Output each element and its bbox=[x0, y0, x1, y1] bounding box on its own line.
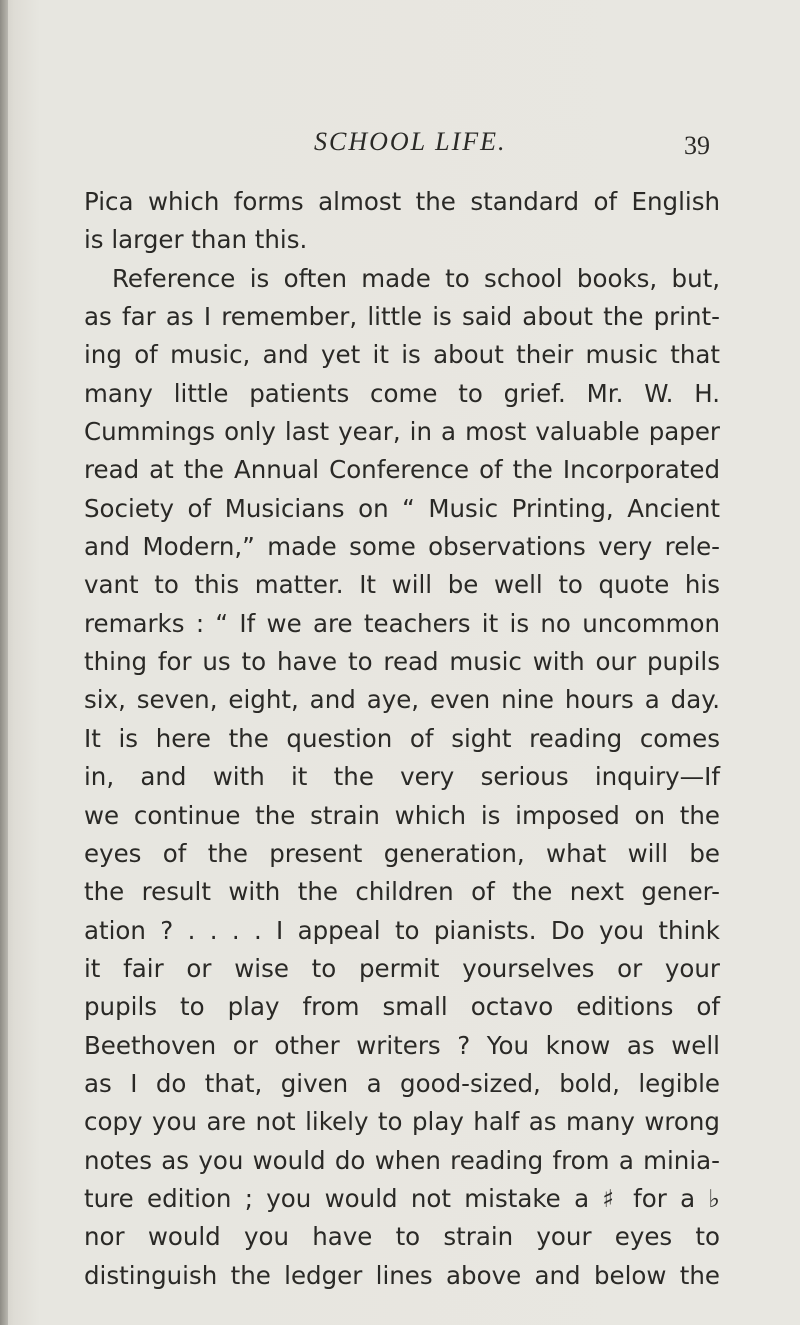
text-line: pupils to play from small octavo editions of bbox=[84, 992, 720, 1022]
text-line: thing for us to have to read music with our pupils bbox=[84, 647, 720, 677]
text-line: as I do that, given a good-sized, bold, legible bbox=[84, 1068, 720, 1098]
text-line: Pica which forms almost the standard of English bbox=[84, 187, 720, 216]
text-line: remarks : “ If we are teachers it is no uncommon bbox=[84, 608, 720, 638]
page-spine-shadow bbox=[0, 0, 8, 1325]
text-line: Beethoven or other writers ? You know as well bbox=[84, 1030, 720, 1060]
text-line: nor would you have to strain your eyes to bbox=[84, 1222, 720, 1252]
text-line: ture edition ; you would not mistake a ♯ for a ♭ bbox=[84, 1183, 720, 1213]
text-line: copy you are not likely to play half as many wrong bbox=[84, 1107, 720, 1137]
text-line: many little patients come to grief. Mr. W. H. bbox=[84, 378, 720, 408]
text-line: Reference is often made to school books, but, bbox=[112, 263, 720, 293]
body-text bbox=[84, 183, 720, 1295]
text-line: ation ? . . . . I appeal to pianists. Do you think bbox=[84, 915, 720, 945]
text-line: six, seven, eight, and aye, even nine hours a day. bbox=[84, 685, 720, 715]
text-line: the result with the children of the next gener- bbox=[84, 877, 720, 907]
text-line: and Modern,” made some observations very rele- bbox=[84, 532, 720, 562]
text-line: in, and with it the very serious inquiry—If bbox=[84, 762, 720, 792]
text-line: It is here the question of sight reading comes bbox=[84, 723, 720, 753]
text-line: we continue the strain which is imposed on the bbox=[84, 800, 720, 830]
text-line: is larger than this. bbox=[84, 225, 308, 255]
text-line: notes as you would do when reading from a minia- bbox=[84, 1145, 720, 1175]
text-line: read at the Annual Conference of the Incorporated bbox=[84, 455, 720, 485]
text-line: eyes of the present generation, what will be bbox=[84, 838, 720, 868]
page-header bbox=[0, 127, 800, 167]
running-head: SCHOOL LIFE. bbox=[314, 127, 507, 156]
text-line: as far as I remember, little is said about the print- bbox=[84, 302, 720, 332]
text-line: ing of music, and yet it is about their music that bbox=[84, 340, 720, 370]
text-line: vant to this matter. It will be well to quote his bbox=[84, 570, 720, 600]
text-line: distinguish the ledger lines above and below the bbox=[84, 1260, 720, 1290]
text-line: Cummings only last year, in a most valuable paper bbox=[84, 417, 720, 447]
text-line: it fair or wise to permit yourselves or your bbox=[84, 953, 720, 983]
text-line: Society of Musicians on “ Music Printing, Ancient bbox=[84, 493, 720, 523]
page-number: 39 bbox=[684, 131, 710, 160]
